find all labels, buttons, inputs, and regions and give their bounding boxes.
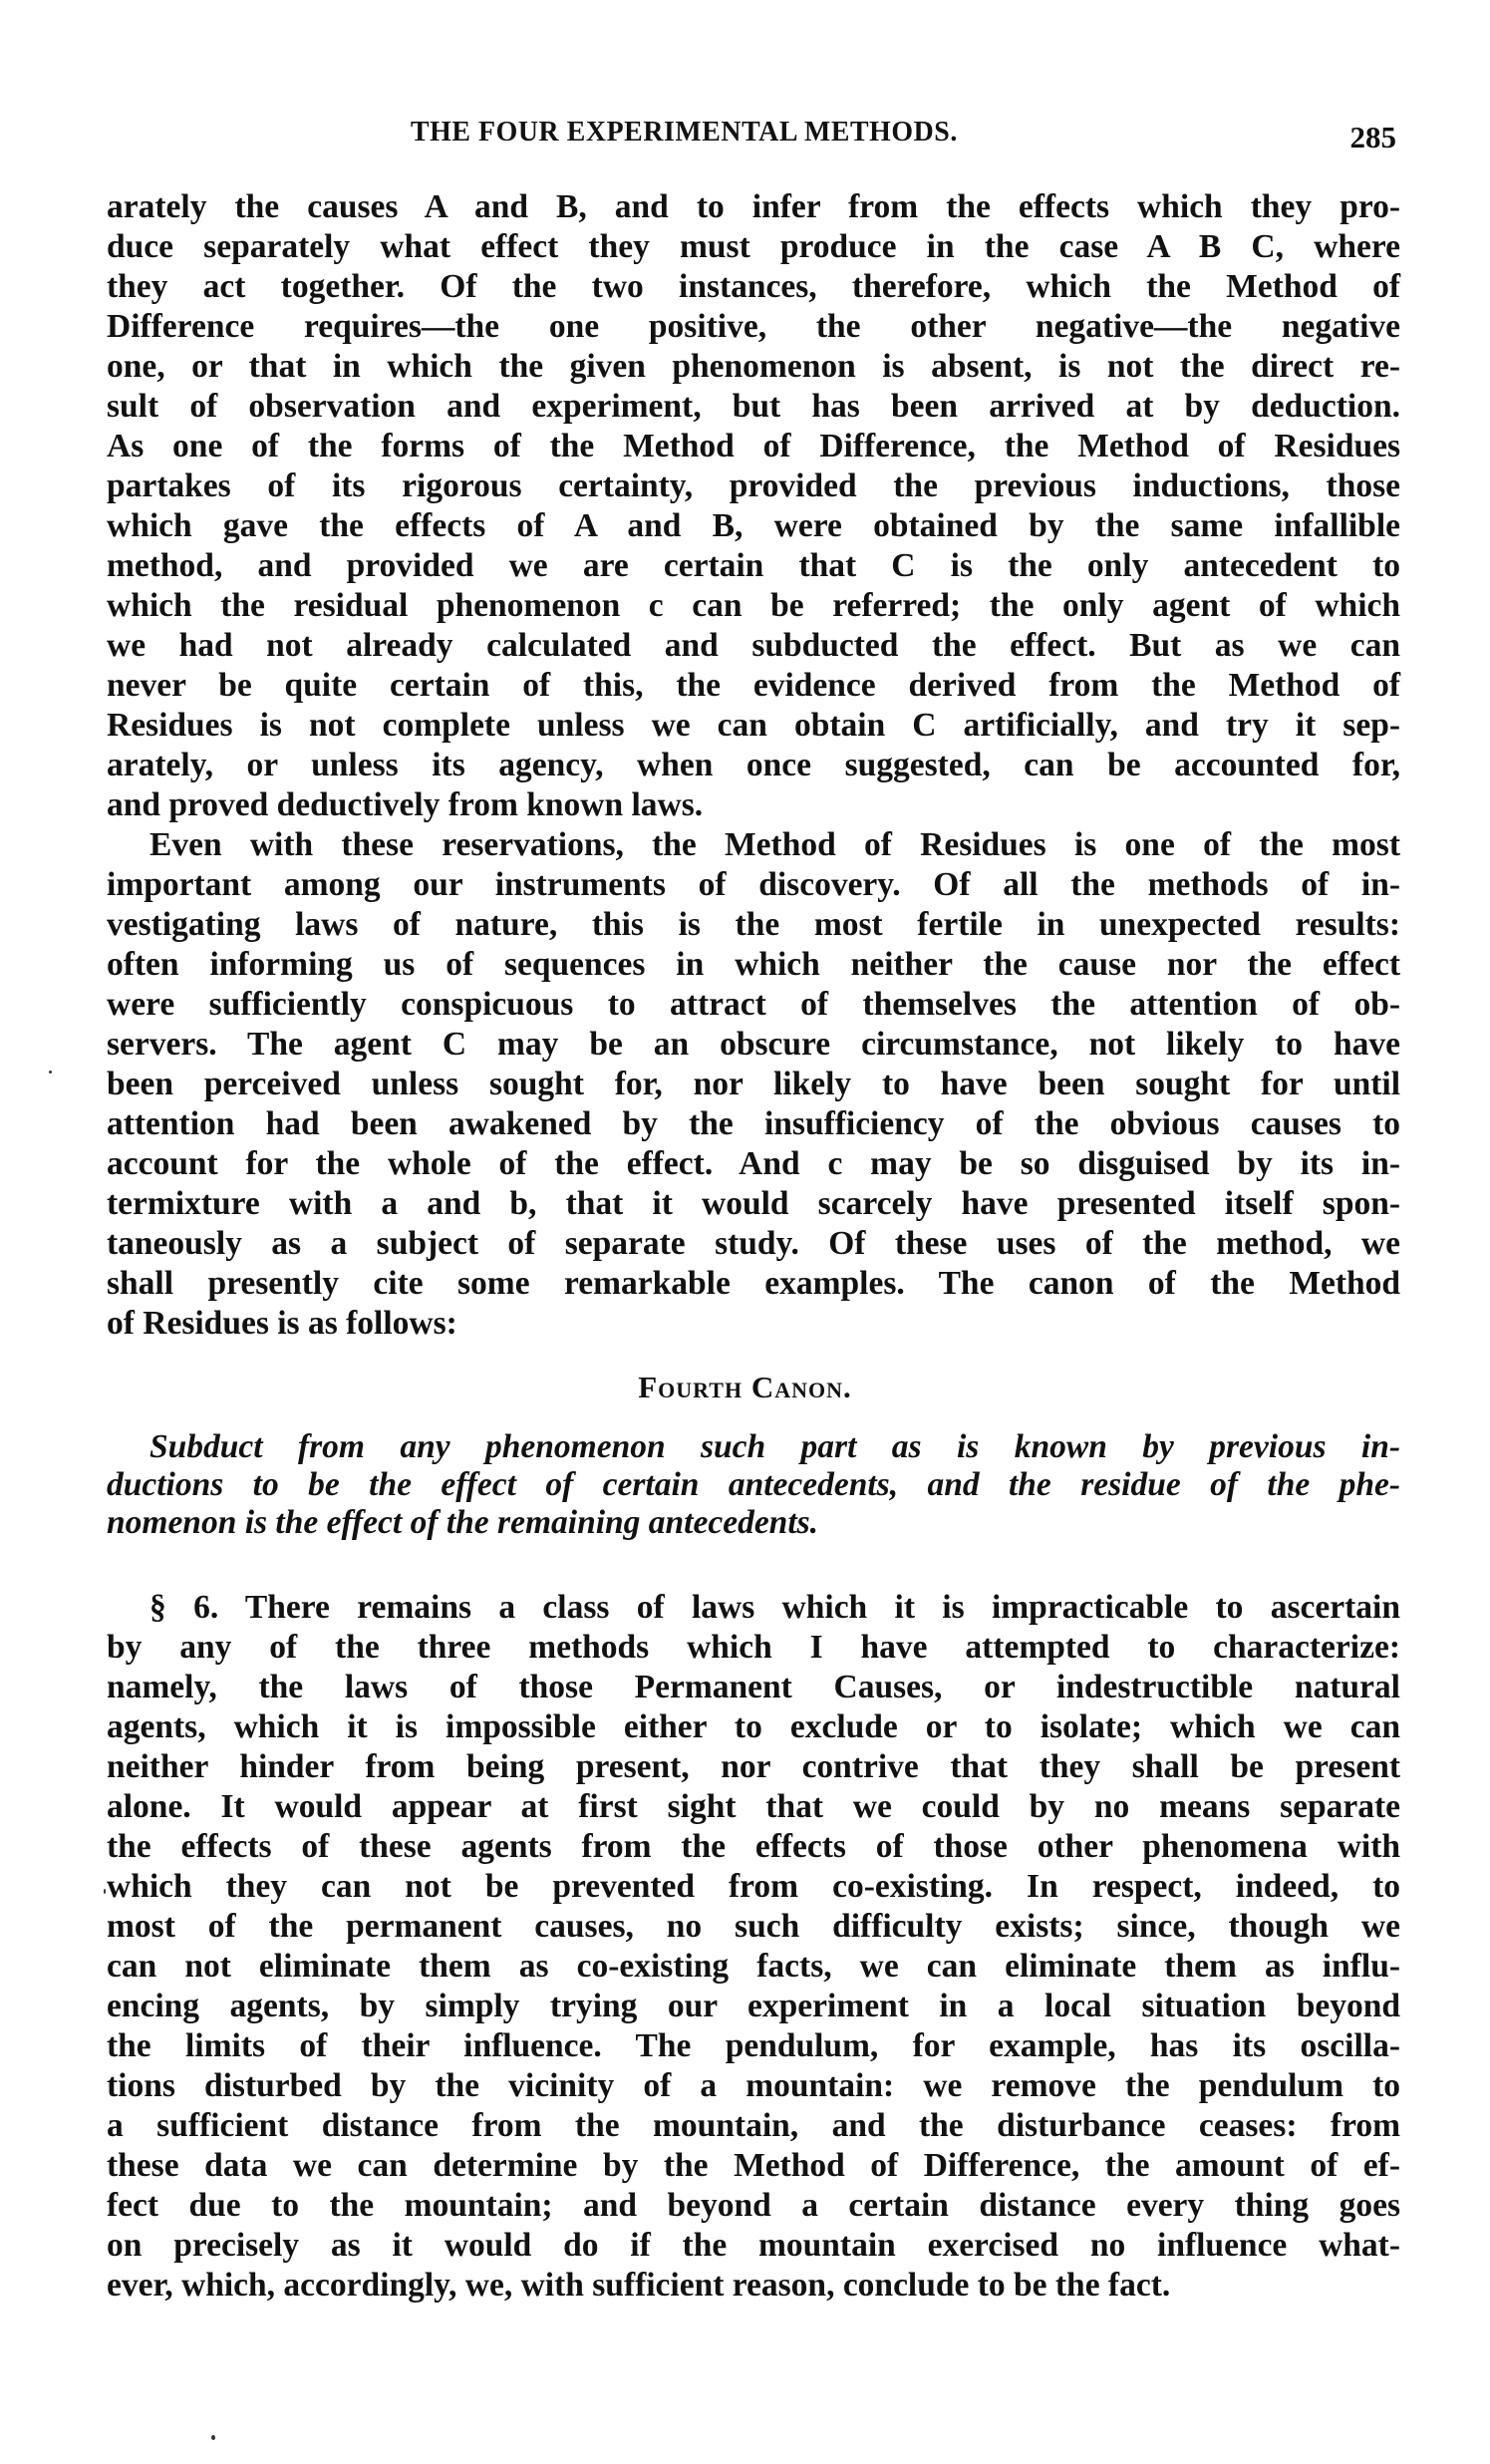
section-6-paragraph: [107, 1588, 1400, 2306]
text-line: a sufficient distance from the mountain, and the disturbance ceases: from: [107, 2107, 1400, 2144]
text-line: Even with these reservations, the Method of Residues is one of the most: [149, 826, 1400, 863]
text-line: alone. It would appear at first sight that we could by no means separate: [107, 1788, 1400, 1825]
text-line: they act together. Of the two instances, therefore, which the Method of: [107, 268, 1400, 305]
text-line: Difference requires—the one positive, the other negative—the negative: [107, 308, 1400, 345]
text-line: duce separately what effect they must produce in the case A B C, where: [107, 228, 1400, 265]
print-speck: [104, 1889, 106, 1894]
text-line: of Residues is as follows:: [107, 1305, 457, 1342]
text-line: fect due to the mountain; and beyond a certain distance every thing goes: [107, 2187, 1400, 2224]
text-line: Subduct from any phenomenon such part as is known by previous in-: [149, 1428, 1400, 1465]
text-line: servers. The agent C may be an obscure circumstance, not likely to have: [107, 1026, 1400, 1063]
text-line: vestigating laws of nature, this is the most fertile in unexpected results:: [107, 906, 1400, 943]
text-line: agents, which it is impossible either to exclude or to isolate; which we can: [107, 1708, 1400, 1745]
text-line: these data we can determine by the Method of Difference, the amount of ef-: [107, 2147, 1400, 2184]
text-line: often informing us of sequences in which neither the cause nor the effect: [107, 946, 1400, 983]
text-line: ductions to be the effect of certain antecedents, and the residue of the phe-: [107, 1466, 1400, 1503]
text-line: tions disturbed by the vicinity of a mountain: we remove the pendulum to: [107, 2067, 1400, 2104]
text-line: one, or that in which the given phenomenon is absent, is not the direct re-: [107, 348, 1400, 385]
canon-heading: Fourth Canon.: [638, 1370, 852, 1404]
text-line: which they can not be prevented from co-existing. In respect, indeed, to: [107, 1868, 1400, 1905]
fourth-canon-statement: [107, 1428, 1400, 1542]
text-line: ever, which, accordingly, we, with sufficient reason, conclude to be the fact.: [107, 2267, 1171, 2304]
text-line: partakes of its rigorous certainty, provided the previous inductions, those: [107, 467, 1400, 504]
paragraph-method-of-residues-importance: [107, 825, 1400, 1344]
print-speck: [49, 1071, 52, 1074]
paragraph-method-of-residues-certainty: [107, 187, 1400, 825]
page-number: 285: [1349, 120, 1396, 154]
text-line: the effects of these agents from the effects of those other phenomena with: [107, 1828, 1400, 1865]
paragraph-lines: [107, 1428, 1400, 1542]
text-line: namely, the laws of those Permanent Causes, or indestructible natural: [107, 1669, 1400, 1705]
text-line: arately, or unless its agency, when once suggested, can be accounted for,: [107, 747, 1400, 783]
text-line: important among our instruments of discovery. Of all the methods of in-: [107, 866, 1400, 903]
paragraph-lines: [107, 1588, 1400, 2306]
text-line: taneously as a subject of separate study. Of these uses of the method, we: [107, 1225, 1400, 1262]
text-line: arately the causes A and B, and to infer from the effects which they pro-: [107, 188, 1400, 225]
text-line: neither hinder from being present, nor contrive that they shall be present: [107, 1748, 1400, 1785]
text-line: As one of the forms of the Method of Difference, the Method of Residues: [107, 428, 1400, 464]
text-line: termixture with a and b, that it would scarcely have presented itself spon-: [107, 1185, 1400, 1222]
running-title: THE FOUR EXPERIMENTAL METHODS.: [411, 116, 958, 148]
text-line: we had not already calculated and subducted the effect. But as we can: [107, 627, 1400, 664]
text-line: which gave the effects of A and B, were obtained by the same infallible: [107, 507, 1400, 544]
text-line: attention had been awakened by the insufficiency of the obvious causes to: [107, 1105, 1400, 1142]
paragraph-lines: [107, 187, 1400, 825]
text-line: been perceived unless sought for, nor likely to have been sought for until: [107, 1066, 1400, 1102]
running-head: [107, 112, 1400, 155]
text-line: by any of the three methods which I have attempted to characterize:: [107, 1629, 1400, 1666]
text-line: never be quite certain of this, the evidence derived from the Method of: [107, 667, 1400, 704]
text-line: most of the permanent causes, no such difficulty exists; since, though we: [107, 1908, 1400, 1945]
text-line: account for the whole of the effect. And c may be so disguised by its in-: [107, 1145, 1400, 1182]
text-line: can not eliminate them as co-existing facts, we can eliminate them as influ-: [107, 1948, 1400, 1985]
text-line: § 6. There remains a class of laws which it is impracticable to ascertain: [149, 1589, 1400, 1626]
text-line: sult of observation and experiment, but has been arrived at by deduction.: [107, 388, 1400, 425]
text-line: the limits of their influence. The pendulum, for example, has its oscilla-: [107, 2027, 1400, 2064]
text-line: encing agents, by simply trying our experiment in a local situation beyond: [107, 1988, 1400, 2024]
text-line: on precisely as it would do if the mountain exercised no influence what-: [107, 2227, 1400, 2264]
text-line: and proved deductively from known laws.: [107, 786, 704, 823]
text-line: Residues is not complete unless we can obtain C artificially, and try it sep-: [107, 707, 1400, 744]
text-line: nomenon is the effect of the remaining antecedents.: [107, 1504, 819, 1541]
text-line: shall presently cite some remarkable examples. The canon of the Method: [107, 1265, 1400, 1302]
text-line: which the residual phenomenon c can be referred; the only agent of which: [107, 587, 1400, 624]
paragraph-lines: [107, 825, 1400, 1344]
text-line: were sufficiently conspicuous to attract of themselves the attention of ob-: [107, 986, 1400, 1023]
text-line: method, and provided we are certain that C is the only antecedent to: [107, 547, 1400, 584]
print-speck: [211, 2435, 215, 2440]
